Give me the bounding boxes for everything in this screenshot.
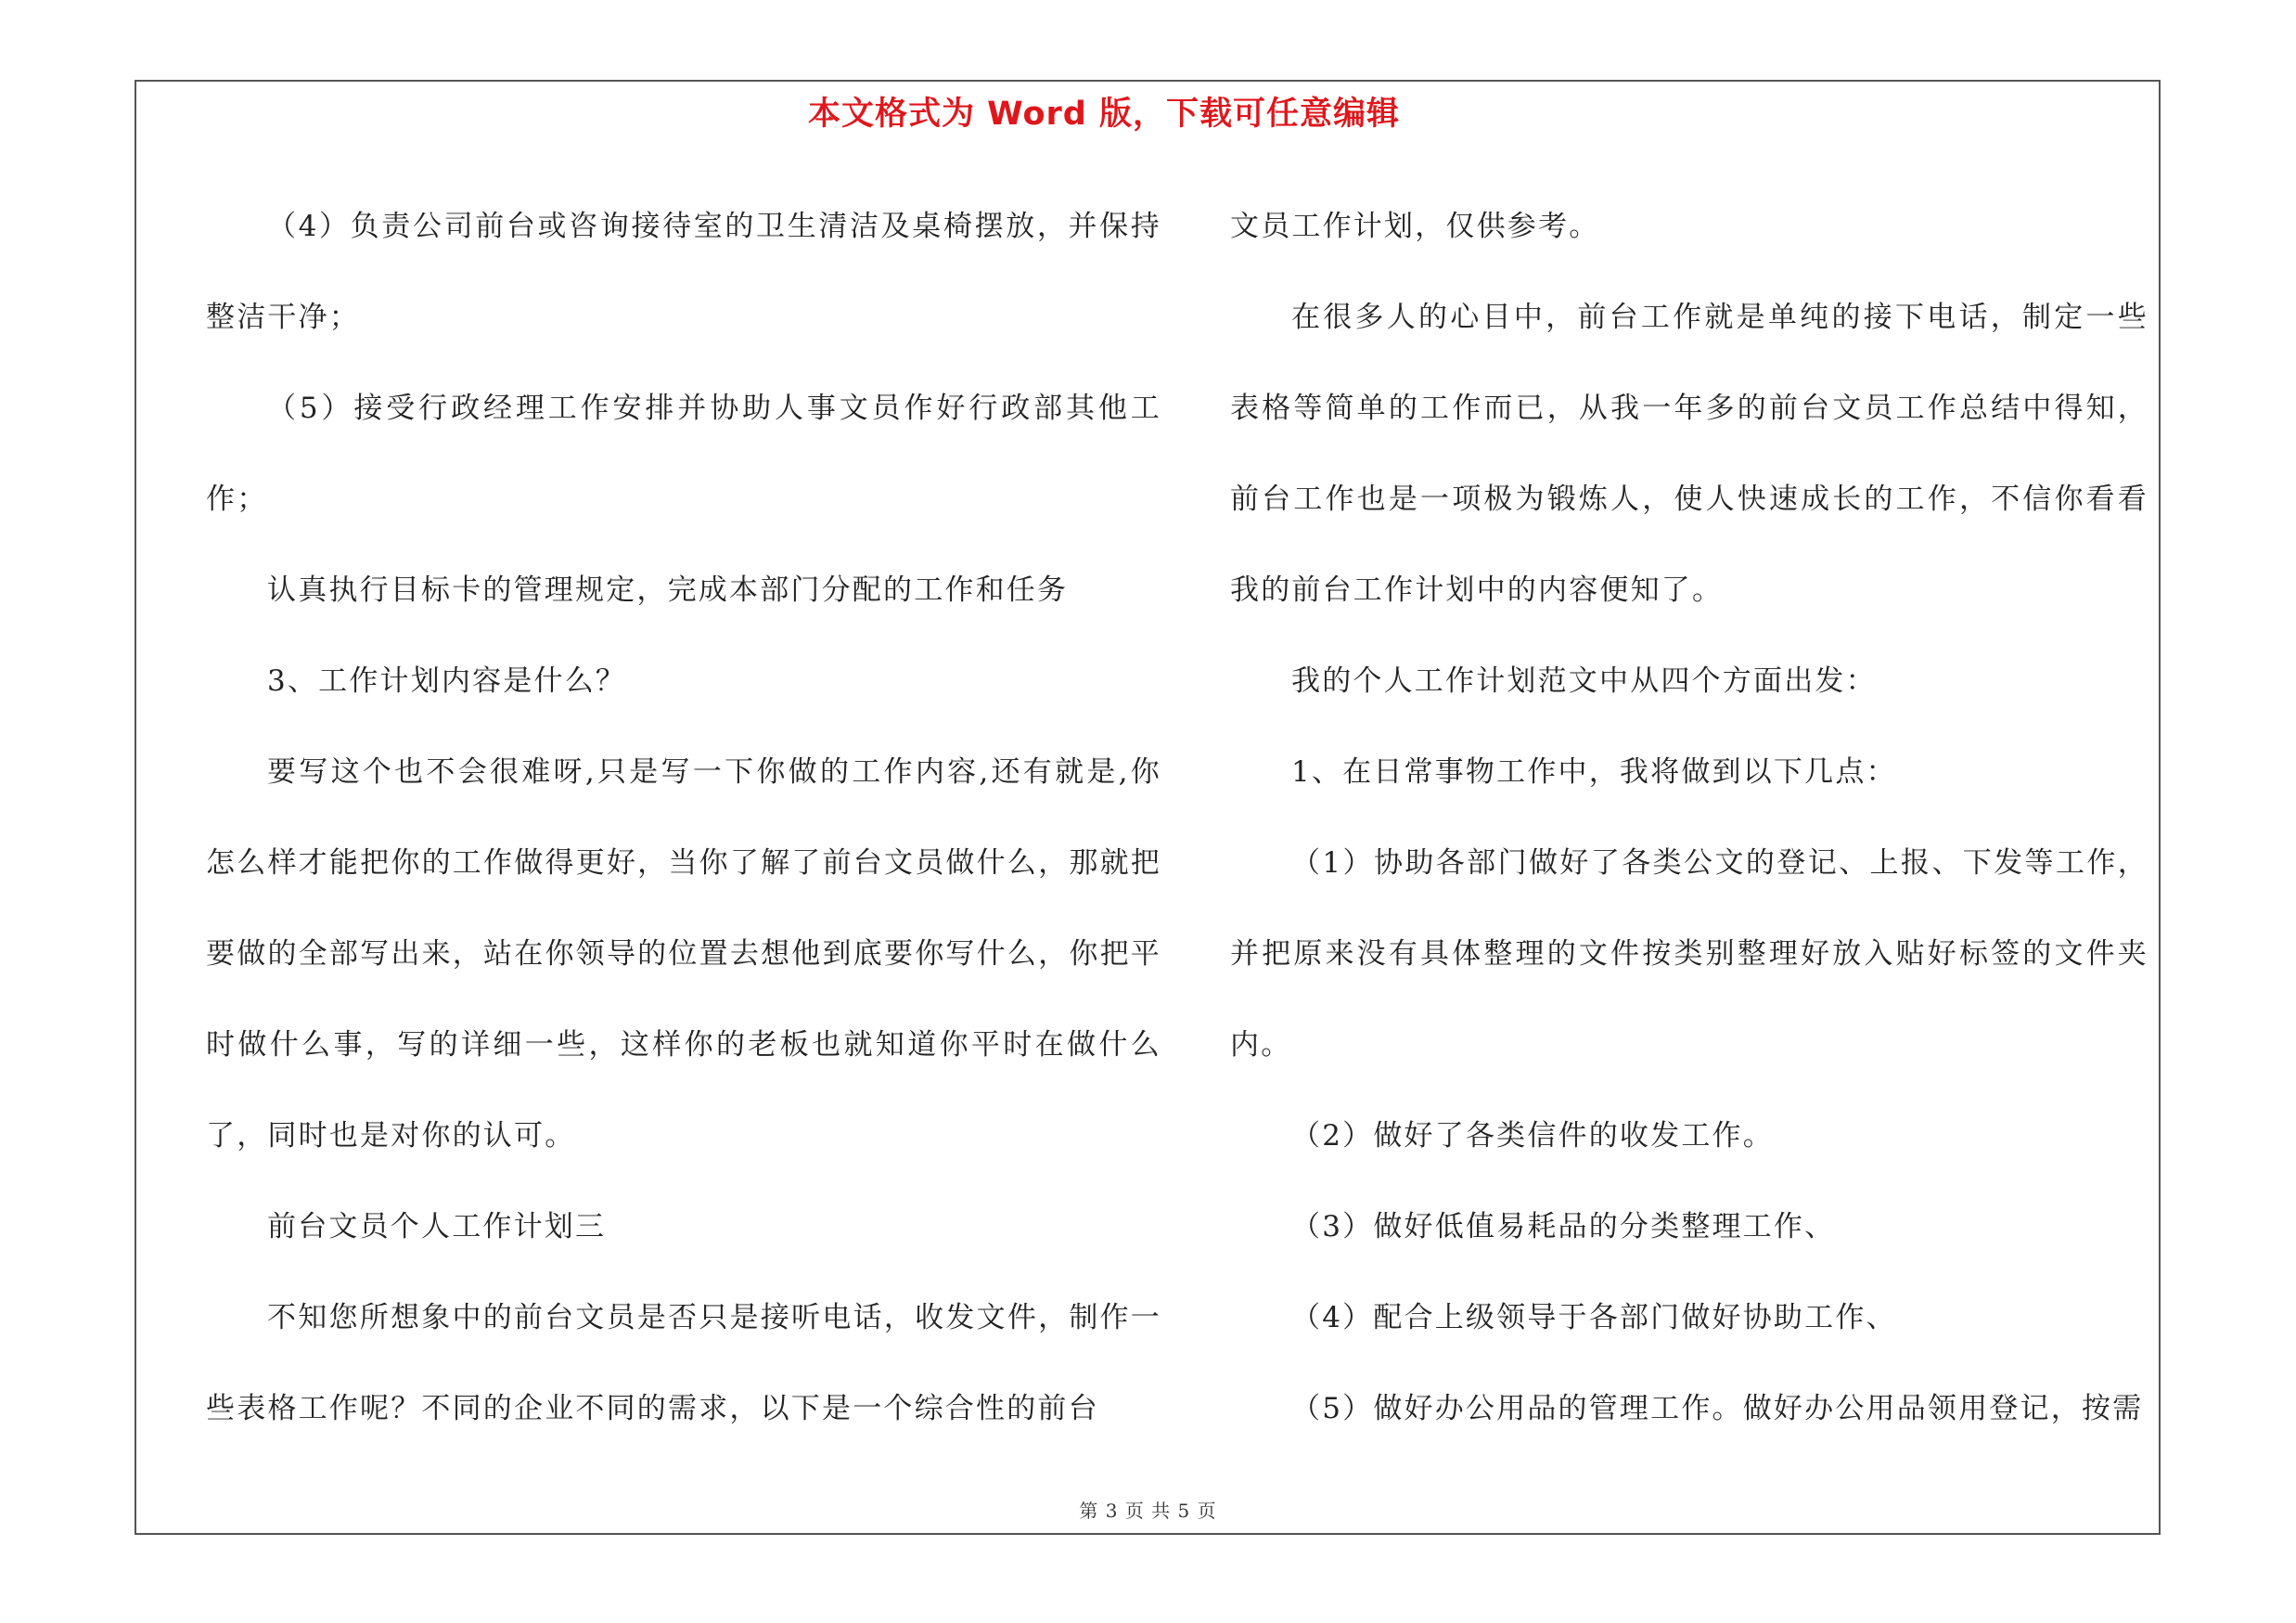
paragraph: 认真执行目标卡的管理规定，完成本部门分配的工作和任务: [267, 573, 1069, 607]
format-notice-banner: 本文格式为 Word 版，下载可任意编辑: [807, 96, 1401, 133]
paragraph: 要写这个也不会很难呀,只是写一下你做的工作内容,还有就是,你怎么样才能把你的工作做得更好，当你了解了前台文员做什么，那就把要做的全部写出来，站在你领导的位置去想他到底要你写什么，你把平时做什么事，写的详细一些，这样你的老板也就知道你平时在做什么了，同时也是对你的认可。: [206, 755, 1161, 1153]
section-heading: 前台文员个人工作计划三: [267, 1210, 607, 1243]
paragraph: 不知您所想象中的前台文员是否只是接听电话，收发文件，制作一些表格工作呢？不同的企业不同的需求，以下是一个综合性的前台: [206, 1301, 1161, 1425]
paragraph: 在很多人的心目中，前台工作就是单纯的接下电话，制定一些表格等简单的工作而已，从我一年多的前台文员工作总结中得知，前台工作也是一项极为锻炼人，使人快速成长的工作，不信你看看我的前台工作计划中的内容便知了。: [1230, 301, 2148, 607]
list-item: （2）做好了各类信件的收发工作。: [1291, 1119, 1774, 1153]
list-item: （4）配合上级领导于各部门做好协助工作、: [1291, 1301, 1897, 1334]
paragraph: 我的个人工作计划范文中从四个方面出发：: [1291, 664, 1877, 698]
list-item: （1）协助各部门做好了各类公文的登记、上报、下发等工作，并把原来没有具体整理的文件按类别整理好放入贴好标签的文件夹内。: [1230, 846, 2148, 1062]
list-item: （5）做好办公用品的管理工作。做好办公用品领用登记，按需: [1291, 1392, 2144, 1425]
section-heading: 3、工作计划内容是什么？: [267, 664, 627, 698]
left-column: [206, 181, 1161, 1454]
list-item: 1、在日常事物工作中，我将做到以下几点：: [1291, 755, 1897, 789]
paragraph: （4）负责公司前台或咨询接待室的卫生清洁及桌椅摆放，并保持整洁干净；: [206, 210, 1161, 334]
right-column: [1230, 181, 2186, 1454]
paragraph: （5）接受行政经理工作安排并协助人事文员作好行政部其他工作；: [206, 392, 1161, 516]
list-item: （3）做好低值易耗品的分类整理工作、: [1291, 1210, 1836, 1243]
page-number: 第 3 页 共 5 页: [1079, 1500, 1217, 1522]
paragraph-continuation: 文员工作计划，仅供参考。: [1230, 210, 1600, 243]
